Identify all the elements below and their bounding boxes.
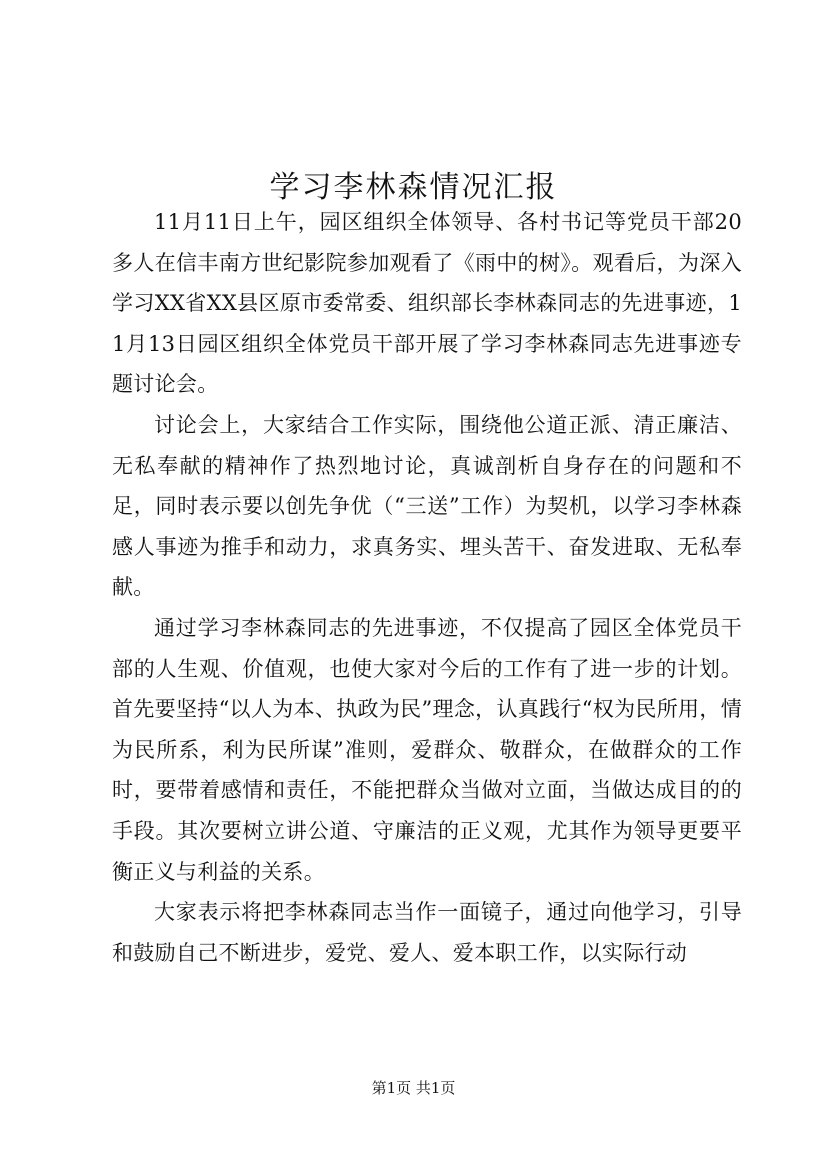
document-body [112, 202, 742, 973]
document-title: 学习李林森情况汇报 [269, 170, 558, 206]
paragraph-learning-outcomes: 通过学习李林森同志的先进事迹，不仅提高了园区全体党员干部的人生观、价值观，也使大家对今后的工作有了进一步的计划。首先要坚持“以人为本、执政为民”理念，认真践行“权为民所用，情为民所系，利为民所谋”准则，爱群众、敬群众，在做群众的工作时，要带着感情和责任，不能把群众当做对立面，当做达成目的的手段。其次要树立讲公道、守廉洁的正义观，尤其作为领导更要平衡正义与利益的关系。 [112, 615, 742, 884]
paragraph-commitment: 大家表示将把李林森同志当作一面镜子，通过向他学习，引导和鼓励自己不断进步，爱党、爱人、爱本职工作，以实际行动 [112, 900, 742, 965]
page-number-footer: 第1页 共1页 [371, 1079, 456, 1097]
paragraph-discussion: 讨论会上，大家结合工作实际，围绕他公道正派、清正廉洁、无私奉献的精神作了热烈地讨论，真诚剖析自身存在的问题和不足，同时表示要以创先争优（“三送”工作）为契机，以学习李林森感人事迹为推手和动力，求真务实、埋头苦干、奋发进取、无私奉献。 [112, 412, 742, 600]
paragraph-meeting-intro: 11月11日上午，园区组织全体领导、各村书记等党员干部20多人在信丰南方世纪影院参加观看了《雨中的树》。观看后，为深入学习XX省XX县区原市委常委、组织部长李林森同志的先进事迹，11月13日园区组织全体党员干部开展了学习李林森同志先进事迹专题讨论会。 [112, 210, 742, 397]
